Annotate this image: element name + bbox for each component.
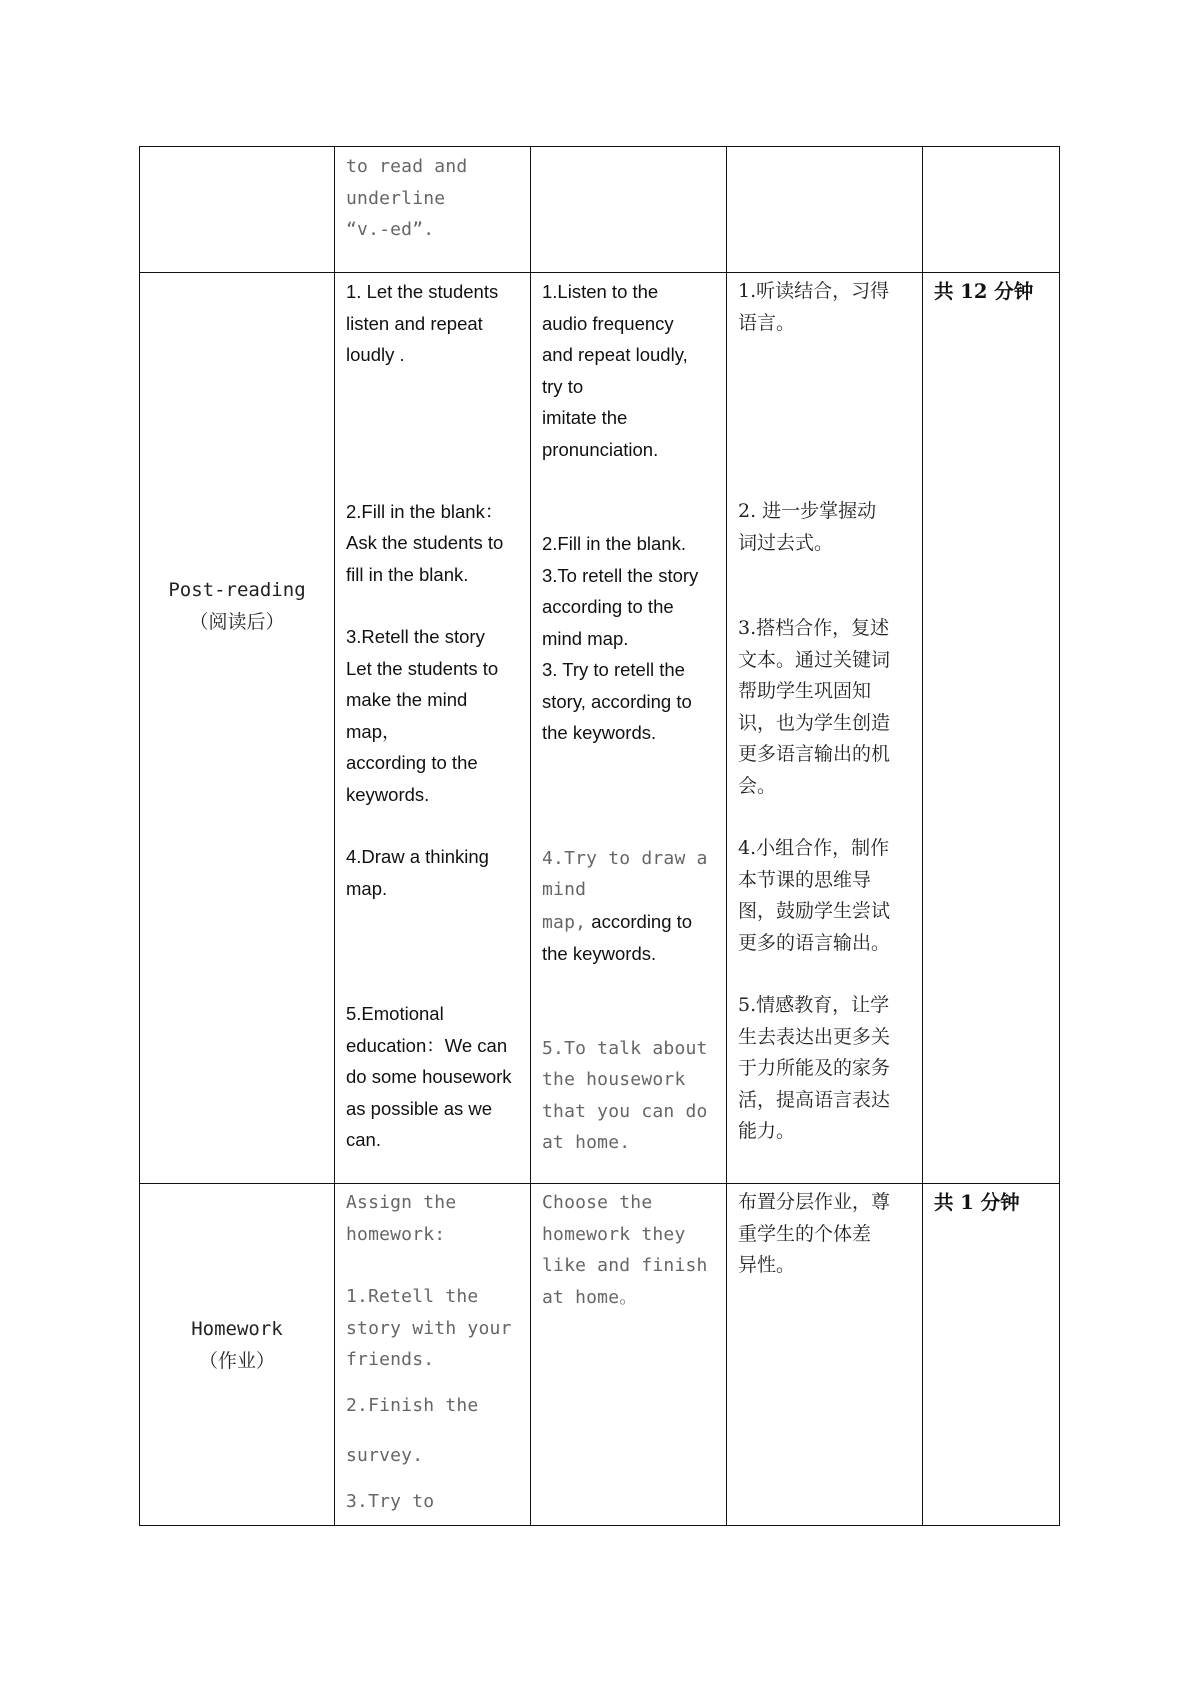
teacher-step-2: 2.Fill in the blank： Ask the students to fill in the blank. xyxy=(346,500,504,585)
purpose-2: 2. 进一步掌握动 词过去式。 xyxy=(738,500,877,554)
stage-name-zh: （阅读后） xyxy=(189,611,285,633)
stage-name-en: Post-reading xyxy=(168,579,306,601)
time-label: 共 1 分钟 xyxy=(934,1191,1020,1214)
student-step-1: 1.Listen to the audio frequency and repeat loudly, try to imitate the pronunciation. xyxy=(542,281,688,460)
student-step-4-mono: 4.Try to draw a mind map, xyxy=(542,847,708,933)
time-cell xyxy=(923,273,1060,1184)
table-row xyxy=(140,147,1060,273)
stage-cell xyxy=(140,1184,335,1526)
lesson-plan-table xyxy=(139,146,1060,1526)
purpose-4: 4.小组合作，制作 本节课的思维导 图，鼓励学生尝试 更多的语言输出。 xyxy=(738,837,891,954)
table-row xyxy=(140,273,1060,1184)
teacher-text: to read and underline “v.-ed”. xyxy=(346,156,468,240)
teacher-activity-cell xyxy=(335,1184,531,1526)
stage-name-zh: （作业） xyxy=(198,1349,275,1372)
homework-item-2-cont: survey. xyxy=(346,1445,424,1466)
purpose-cell xyxy=(727,147,923,273)
student-step-4 xyxy=(542,843,716,970)
student-step-5: 5.To talk about the housework that you can do at home. xyxy=(542,1037,708,1153)
teacher-step-1: 1. Let the students listen and repeat loudly . xyxy=(346,281,499,365)
teacher-step-5: 5.Emotional education：We can do some housework as possible as we can. xyxy=(346,1003,512,1150)
time-label: 共 12 分钟 xyxy=(934,280,1034,303)
stage-cell xyxy=(140,273,335,1184)
homework-student-text: Choose the homework they like and finish at home。 xyxy=(542,1192,708,1308)
table-row xyxy=(140,1184,1060,1526)
purpose-5: 5.情感教育，让学 生去表达出更多关 于力所能及的家务 活，提高语言表达 能力。 xyxy=(738,994,891,1142)
purpose-cell xyxy=(727,273,923,1184)
teacher-step-3: 3.Retell the story Let the students to make the mind map， according to the keywords. xyxy=(346,626,499,805)
homework-intro: Assign the homework: xyxy=(346,1192,457,1245)
student-activity-cell xyxy=(531,1184,727,1526)
purpose-3: 3.搭档合作，复述 文本。通过关键词 帮助学生巩固知 识，也为学生创造 更多语言输出的机 会。 xyxy=(738,617,891,797)
student-step-2-3: 2.Fill in the blank. 3.To retell the story according to the mind map. 3. Try to retell the story, according to the keywords. xyxy=(542,533,699,743)
purpose-cell xyxy=(727,1184,923,1526)
teacher-activity-cell xyxy=(335,273,531,1184)
student-step-4-sans: according to the keywords. xyxy=(542,910,693,964)
teacher-activity-cell xyxy=(335,147,531,273)
time-cell xyxy=(923,147,1060,273)
time-cell xyxy=(923,1184,1060,1526)
homework-purpose: 布置分层作业，尊 重学生的个体差 异性。 xyxy=(738,1191,891,1276)
stage-name-en: Homework xyxy=(191,1317,283,1340)
student-activity-cell xyxy=(531,273,727,1184)
homework-item-3: 3.Try to xyxy=(346,1490,435,1512)
stage-cell-empty xyxy=(140,147,335,273)
homework-item-1: 1.Retell the story with your friends. xyxy=(346,1286,512,1370)
purpose-1: 1.听读结合，习得 语言。 xyxy=(738,280,890,334)
teacher-step-4: 4.Draw a thinking map. xyxy=(346,846,489,899)
student-activity-cell xyxy=(531,147,727,273)
homework-item-2: 2.Finish the xyxy=(346,1394,479,1416)
